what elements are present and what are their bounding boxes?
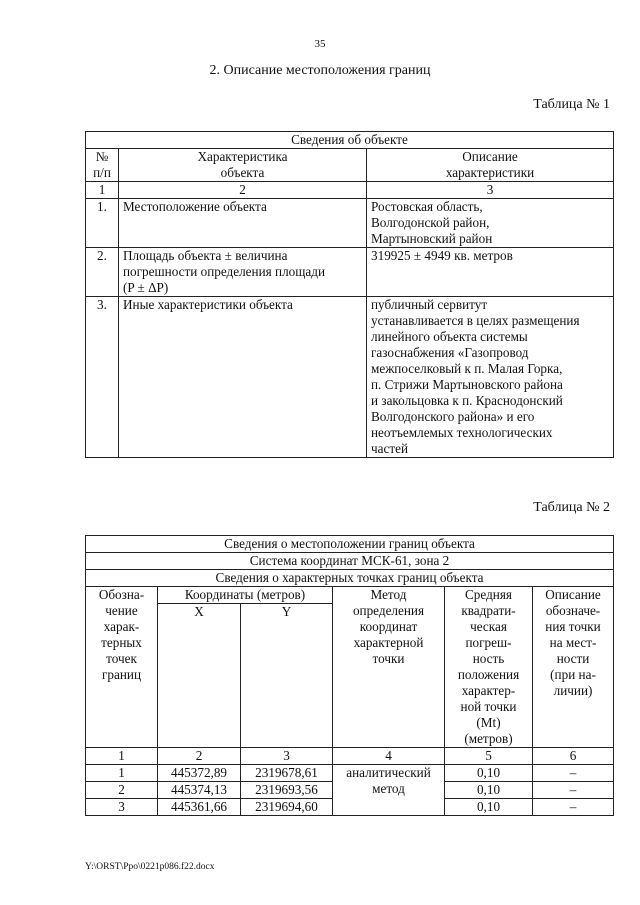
table2-index-row	[86, 748, 614, 765]
point-id: 3	[86, 799, 158, 816]
text-line: характер-	[461, 683, 516, 698]
table1-title: Сведения об объекте	[86, 132, 614, 149]
coord-x: 445372,89	[158, 765, 241, 782]
text-line: устанавливается в целях размещения	[371, 313, 580, 328]
text-line: Средняя	[465, 587, 512, 602]
table-row	[86, 199, 614, 248]
index-cell: 3	[367, 182, 614, 199]
text-line: №	[95, 149, 109, 164]
point-description: –	[533, 765, 614, 782]
header-y: Y	[241, 604, 333, 748]
row-num: 2.	[86, 248, 119, 297]
point-description: –	[533, 782, 614, 799]
text-line: чение	[105, 603, 138, 618]
table-row	[86, 248, 614, 297]
text-line: квадрати-	[461, 603, 516, 618]
row-characteristic	[119, 297, 367, 458]
text-line: Описание	[462, 149, 518, 164]
text-line: погрешности определения площади	[123, 264, 326, 279]
index-cell: 5	[445, 748, 533, 765]
text-line: ности	[556, 651, 590, 666]
coordinate-system: Система координат МСК-61, зона 2	[86, 553, 614, 570]
text-line: Волгодонского района» и его	[371, 409, 535, 424]
text-line: (Mt)	[476, 715, 501, 730]
text-line: п. Стрижи Мартыновского района	[371, 377, 563, 392]
text-line: Описание	[545, 587, 601, 602]
header-point	[86, 587, 158, 748]
point-description: –	[533, 799, 614, 816]
text-line: Ростовская область,	[371, 199, 483, 214]
text-line: публичный сервитут	[371, 297, 488, 312]
header-num	[86, 149, 119, 182]
text-line: неотъемлемых технологических	[371, 425, 553, 440]
text-line: Мартыновский район	[371, 231, 493, 246]
index-cell: 2	[158, 748, 241, 765]
index-cell: 4	[333, 748, 445, 765]
text-line: Характеристика	[197, 149, 288, 164]
row-characteristic	[119, 248, 367, 297]
text-line: Волгодонской район,	[371, 215, 490, 230]
page-number: 35	[314, 38, 326, 50]
text-line: Местоположение объекта	[123, 199, 267, 214]
section-heading: 2. Описание местоположения границ	[209, 63, 431, 78]
index-cell: 2	[119, 182, 367, 199]
text-line: ность	[472, 651, 505, 666]
error-value: 0,10	[445, 765, 533, 782]
coord-x: 445361,66	[158, 799, 241, 816]
text-line: погреш-	[465, 635, 512, 650]
header-description	[533, 587, 614, 748]
point-id: 2	[86, 782, 158, 799]
text-line: ческая	[470, 619, 507, 634]
text-line: харак-	[103, 619, 140, 634]
text-line: терных	[101, 635, 142, 650]
text-line: Обозна-	[98, 587, 145, 602]
text-line: характеристики	[445, 165, 535, 180]
index-cell: 1	[86, 748, 158, 765]
text-line: границ	[101, 667, 142, 682]
header-method	[333, 587, 445, 748]
row-characteristic	[119, 199, 367, 248]
text-line: обозначе-	[545, 603, 601, 618]
text-line: личии)	[553, 683, 593, 698]
text-line: ния точки	[545, 619, 601, 634]
index-cell: 3	[241, 748, 333, 765]
text-line: линейного объекта системы	[371, 329, 528, 344]
table-row	[86, 297, 614, 458]
text-line: Метод	[370, 587, 407, 602]
row-description	[367, 297, 614, 458]
text-line: 319925 ± 4949 кв. метров	[371, 248, 513, 263]
header-x: X	[158, 604, 241, 748]
text-line: межпоселковый к п. Малая Горка,	[371, 361, 563, 376]
row-num: 3.	[86, 297, 119, 458]
text-line: (метров)	[464, 731, 513, 746]
row-description	[367, 248, 614, 297]
error-value: 0,10	[445, 799, 533, 816]
points-subtitle: Сведения о характерных точках границ объекта	[86, 570, 614, 587]
file-path-footer: Y:\ORST\Ppo\0221p086.f22.docx	[85, 862, 215, 872]
text-line: характерной	[353, 635, 424, 650]
coord-y: 2319694,60	[241, 799, 333, 816]
text-line: Площадь объекта ± величина	[123, 248, 288, 263]
row-num: 1.	[86, 199, 119, 248]
index-cell: 6	[533, 748, 614, 765]
table2-title: Сведения о местоположении границ объекта	[86, 536, 614, 553]
text-line: на мест-	[549, 635, 597, 650]
text-line: координат	[359, 619, 418, 634]
text-line: точки	[372, 651, 405, 666]
header-error	[445, 587, 533, 748]
text-line: положения	[457, 667, 520, 682]
index-cell: 1	[86, 182, 119, 199]
text-line: метод	[372, 781, 405, 796]
error-value: 0,10	[445, 782, 533, 799]
row-description	[367, 199, 614, 248]
header-desc	[367, 149, 614, 182]
table2-caption: Таблица № 2	[533, 500, 610, 515]
object-info-table	[85, 131, 614, 458]
text-line: (P ± ΔP)	[123, 280, 169, 295]
point-id: 1	[86, 765, 158, 782]
coord-y: 2319678,61	[241, 765, 333, 782]
table1-index-row	[86, 182, 614, 199]
coord-y: 2319693,56	[241, 782, 333, 799]
header-char	[119, 149, 367, 182]
header-coords: Координаты (метров)	[158, 587, 333, 604]
text-line: п/п	[93, 165, 111, 180]
table1-caption: Таблица № 1	[533, 97, 610, 112]
method-value	[333, 765, 445, 816]
text-line: ной точки	[460, 699, 517, 714]
text-line: Иные характеристики объекта	[123, 297, 293, 312]
text-line: определения	[352, 603, 425, 618]
coord-x: 445374,13	[158, 782, 241, 799]
table-row	[86, 765, 614, 782]
text-line: (при на-	[550, 667, 596, 682]
table2-header-row	[86, 587, 614, 604]
text-line: объекта	[220, 165, 265, 180]
text-line: частей	[371, 441, 409, 456]
text-line: точек	[106, 651, 137, 666]
boundary-points-table	[85, 535, 614, 816]
text-line: и закольцовка к п. Краснодонский	[371, 393, 563, 408]
table1-header-row	[86, 149, 614, 182]
text-line: газоснабжения «Газопровод	[371, 345, 529, 360]
text-line: аналитический	[346, 765, 431, 780]
